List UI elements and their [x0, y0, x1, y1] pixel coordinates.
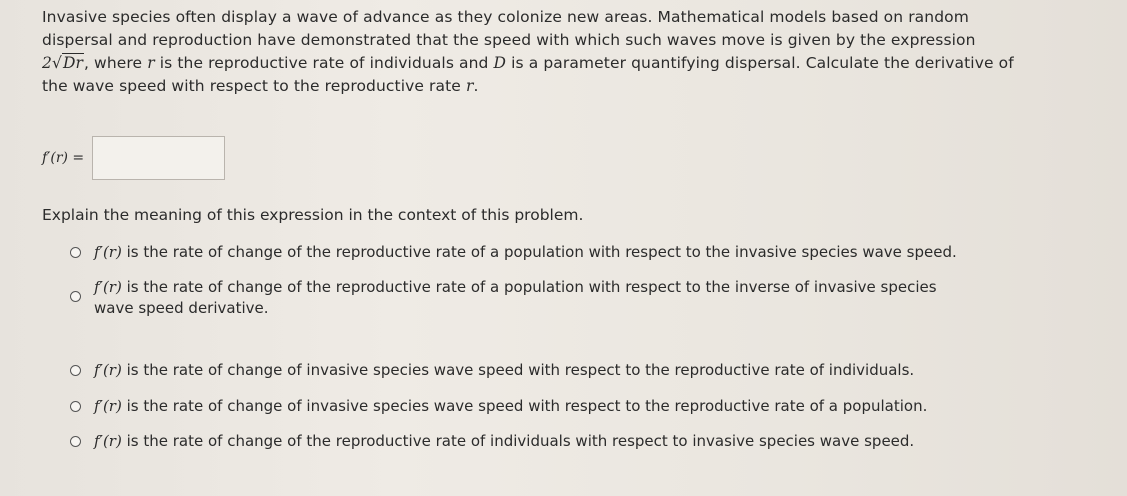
derivative-answer-input[interactable] — [92, 136, 225, 180]
option-text: is the rate of change of invasive species wave speed with respect to the reproductive rate of individuals. — [121, 361, 915, 379]
wave-speed-expression — [42, 52, 84, 75]
question-line-1: Invasive species often display a wave of advance as they colonize new areas. Mathematical models based on random — [42, 8, 969, 26]
option-5[interactable] — [70, 431, 914, 452]
answer-label: f′(r) = — [42, 150, 85, 166]
derivative-symbol: f′(r) — [94, 432, 122, 450]
option-2[interactable] — [70, 277, 937, 319]
radio-button[interactable] — [70, 401, 81, 412]
option-text-line-2: wave speed derivative. — [94, 299, 269, 317]
option-label — [94, 431, 914, 452]
question-text-fragment: is the reproductive rate of individuals and — [154, 54, 494, 72]
derivative-symbol: f′(r) — [94, 361, 122, 379]
expression-coefficient: 2 — [42, 54, 52, 72]
variable-r: r — [147, 54, 155, 72]
option-3[interactable] — [70, 360, 914, 381]
variable-d: D — [493, 54, 507, 72]
option-label — [94, 360, 914, 381]
variable-r: r — [465, 77, 474, 95]
question-line-4 — [42, 75, 1114, 98]
radio-button[interactable] — [70, 291, 81, 302]
answer-row — [42, 134, 225, 182]
option-label — [94, 242, 957, 263]
question-line-3 — [42, 52, 1114, 75]
option-text: is the rate of change of invasive species wave speed with respect to the reproductive rate of a population. — [121, 397, 928, 415]
question-line-2: dispersal and reproduction have demonstrated that the speed with which such waves move is given by the expression — [42, 31, 976, 49]
question-text-fragment: , where — [84, 54, 148, 72]
question-text-fragment: the wave speed with respect to the reproductive rate — [42, 77, 466, 95]
derivative-symbol: f′(r) — [94, 243, 122, 261]
option-text: is the rate of change of the reproductive rate of a population with respect to the invasive species wave speed. — [121, 243, 957, 261]
option-1[interactable] — [70, 242, 957, 263]
radio-button[interactable] — [70, 247, 81, 258]
question-text — [42, 6, 1114, 98]
derivative-symbol: f′(r) — [94, 397, 122, 415]
expression-radicand: Dr — [62, 54, 83, 72]
question-text-fragment: . — [473, 77, 479, 95]
option-text: is the rate of change of the reproductive rate of individuals with respect to invasive species wave speed. — [121, 432, 915, 450]
option-label — [94, 396, 927, 417]
option-label — [94, 277, 937, 319]
radio-button[interactable] — [70, 436, 81, 447]
radio-button[interactable] — [70, 365, 81, 376]
question-text-fragment: is a parameter quantifying dispersal. Calculate the derivative of — [506, 54, 1014, 72]
derivative-symbol: f′(r) — [94, 278, 122, 296]
explain-prompt: Explain the meaning of this expression in the context of this problem. — [42, 206, 584, 224]
sqrt-icon: √ — [51, 54, 62, 72]
option-4[interactable] — [70, 396, 927, 417]
option-text: is the rate of change of the reproductive rate of a population with respect to the inverse of invasive species — [121, 278, 937, 296]
